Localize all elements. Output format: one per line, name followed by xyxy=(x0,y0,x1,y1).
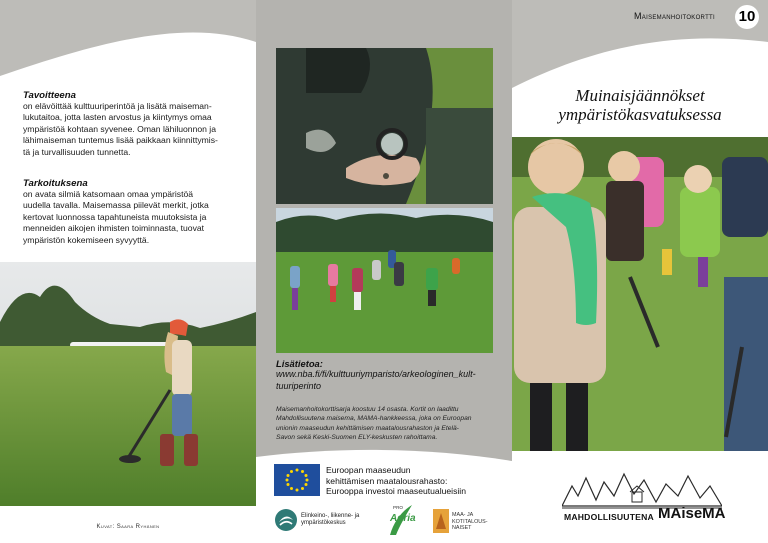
goal-text: on elävöittää kulttuuriperintöä ja lisätä maiseman- lukutaitoa, jotta lasten arvostus ja kiintymys omaa ympäristöä kohtaan syvenee. Oman lähiluonnon ja lähimaiseman tuntemus lisää paikkaan kiinnittymis- tä ja turvallisuuden tunnetta. xyxy=(23,101,218,157)
card-number-badge: 10 xyxy=(735,5,759,29)
magnifying-glass-photo xyxy=(276,48,493,204)
series-description: Maisemanhoitokorttisarja koostuu 14 osasta. Kortit on laadittu Mahdollisuutena maisema, MAMA-hankkeessa, joka on Euroopan unionin maaseudun kehittämisen maatalousrahaston ja Etelä- Savon sekä Keski-Suomen ELY-keskusten rahoittama. xyxy=(276,406,472,442)
pro-agria-logo-text: Agria xyxy=(390,513,416,524)
purpose-heading: Tarkoituksena xyxy=(23,178,88,189)
more-info-link[interactable]: www.nba.fi/fi/kulttuuriymparisto/arkeologinen_kult- tuuriperinto xyxy=(276,369,476,391)
purpose-text: on avata silmiä katsomaan omaa ympäristöä uudella tavalla. Maisemassa piilevät merkit, jotka kertovat luonnossa tapahtuneista muutoksista ja menneiden aikojen ihmisten toiminnasta, tuovat ympäristön kokemiseen syvyyttä. xyxy=(23,189,209,245)
mama-logo-name: MAiseMA xyxy=(658,505,726,522)
goal-heading: Tavoitteena xyxy=(23,90,76,101)
metal-detecting-photo xyxy=(0,262,256,506)
right-panel xyxy=(512,0,768,543)
card-label: Maisemanhoitokortti xyxy=(634,11,715,21)
card-title: Muinaisjäännökset ympäristökasvatuksessa xyxy=(558,86,722,124)
children-exploring-photo xyxy=(512,137,768,451)
ely-centre-logo-icon xyxy=(274,508,298,532)
header-curve xyxy=(0,0,256,80)
photo-credit: Kuvat: Saara Ryhänen xyxy=(96,524,160,530)
maa-ja-kotitalousnaiset-logo-text: MAA- JA KOTITALOUS- NAISET xyxy=(452,512,488,532)
eu-funding-text: Euroopan maaseudun kehittämisen maatalousrahasto: Eurooppa investoi maaseutualueisiin xyxy=(326,465,466,497)
children-field-photo xyxy=(276,208,493,353)
left-panel xyxy=(0,0,256,543)
more-info-heading: Lisätietoa: xyxy=(276,358,323,369)
maa-ja-kotitalousnaiset-logo-icon xyxy=(433,509,449,533)
ely-centre-logo-text: Elinkeino-, liikenne- ja ympäristökeskus xyxy=(301,513,360,527)
pro-agria-small-text: PRO xyxy=(393,505,403,510)
middle-panel xyxy=(256,0,512,543)
eu-flag-icon xyxy=(274,464,320,496)
mama-logo-prefix: MAHDOLLISUUTENA xyxy=(564,512,654,522)
